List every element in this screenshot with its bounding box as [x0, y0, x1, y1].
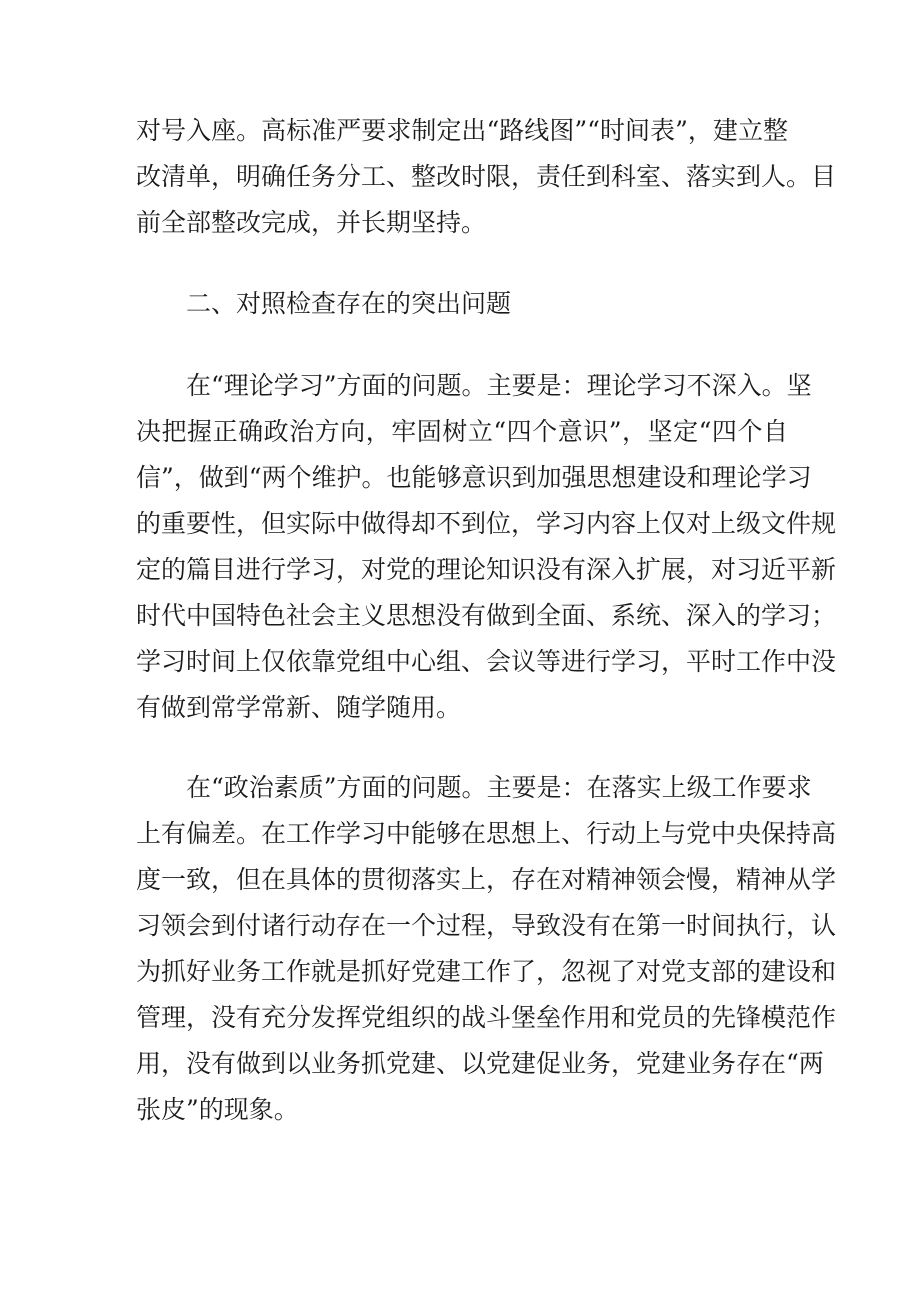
text-line: 改清单，明确任务分工、整改时限，责任到科室、落实到人。目	[136, 162, 837, 191]
text-line: 对号入座。高标准严要求制定出“路线图”“时间表”，建立整	[136, 116, 788, 145]
text-line: 在“政治素质”方面的问题。主要是：在落实上级工作要求	[186, 773, 812, 802]
text-line: 在“理论学习”方面的问题。主要是：理论学习不深入。坚	[186, 371, 812, 400]
text-line: 管理，没有充分发挥党组织的战斗堡垒作用和党员的先锋模范作	[136, 1003, 837, 1032]
text-line: 前全部整改完成，并长期坚持。	[136, 208, 487, 237]
text-line: 度一致，但在具体的贯彻落实上，存在对精神领会慢，精神从学	[136, 865, 837, 894]
text-line: 定的篇目进行学习，对党的理论知识没有深入扩展，对习近平新	[136, 555, 837, 584]
text-line: 有做到常学常新、随学随用。	[136, 693, 462, 722]
text-line: 决把握正确政治方向，牢固树立“四个意识”，坚定“四个自	[136, 417, 788, 446]
text-line: 信”，做到“两个维护。也能够意识到加强思想建设和理论学习	[136, 463, 812, 492]
text-line: 的重要性，但实际中做得却不到位，学习内容上仅对上级文件规	[136, 509, 837, 538]
text-line: 用，没有做到以业务抓党建、以党建促业务，党建业务存在“两	[136, 1049, 824, 1078]
text-line: 为抓好业务工作就是抓好党建工作了，忽视了对党支部的建设和	[136, 957, 837, 986]
text-line: 学习时间上仅依靠党组中心组、会议等进行学习，平时工作中没	[136, 647, 837, 676]
text-line: 时代中国特色社会主义思想没有做到全面、系统、深入的学习；	[136, 601, 837, 630]
text-line: 张皮”的现象。	[136, 1095, 299, 1124]
text-line: 上有偏差。在工作学习中能够在思想上、行动上与党中央保持高	[136, 819, 837, 848]
text-line: 习领会到付诸行动存在一个过程，导致没有在第一时间执行，认	[136, 911, 837, 940]
section-heading: 二、对照检查存在的突出问题	[186, 289, 512, 318]
